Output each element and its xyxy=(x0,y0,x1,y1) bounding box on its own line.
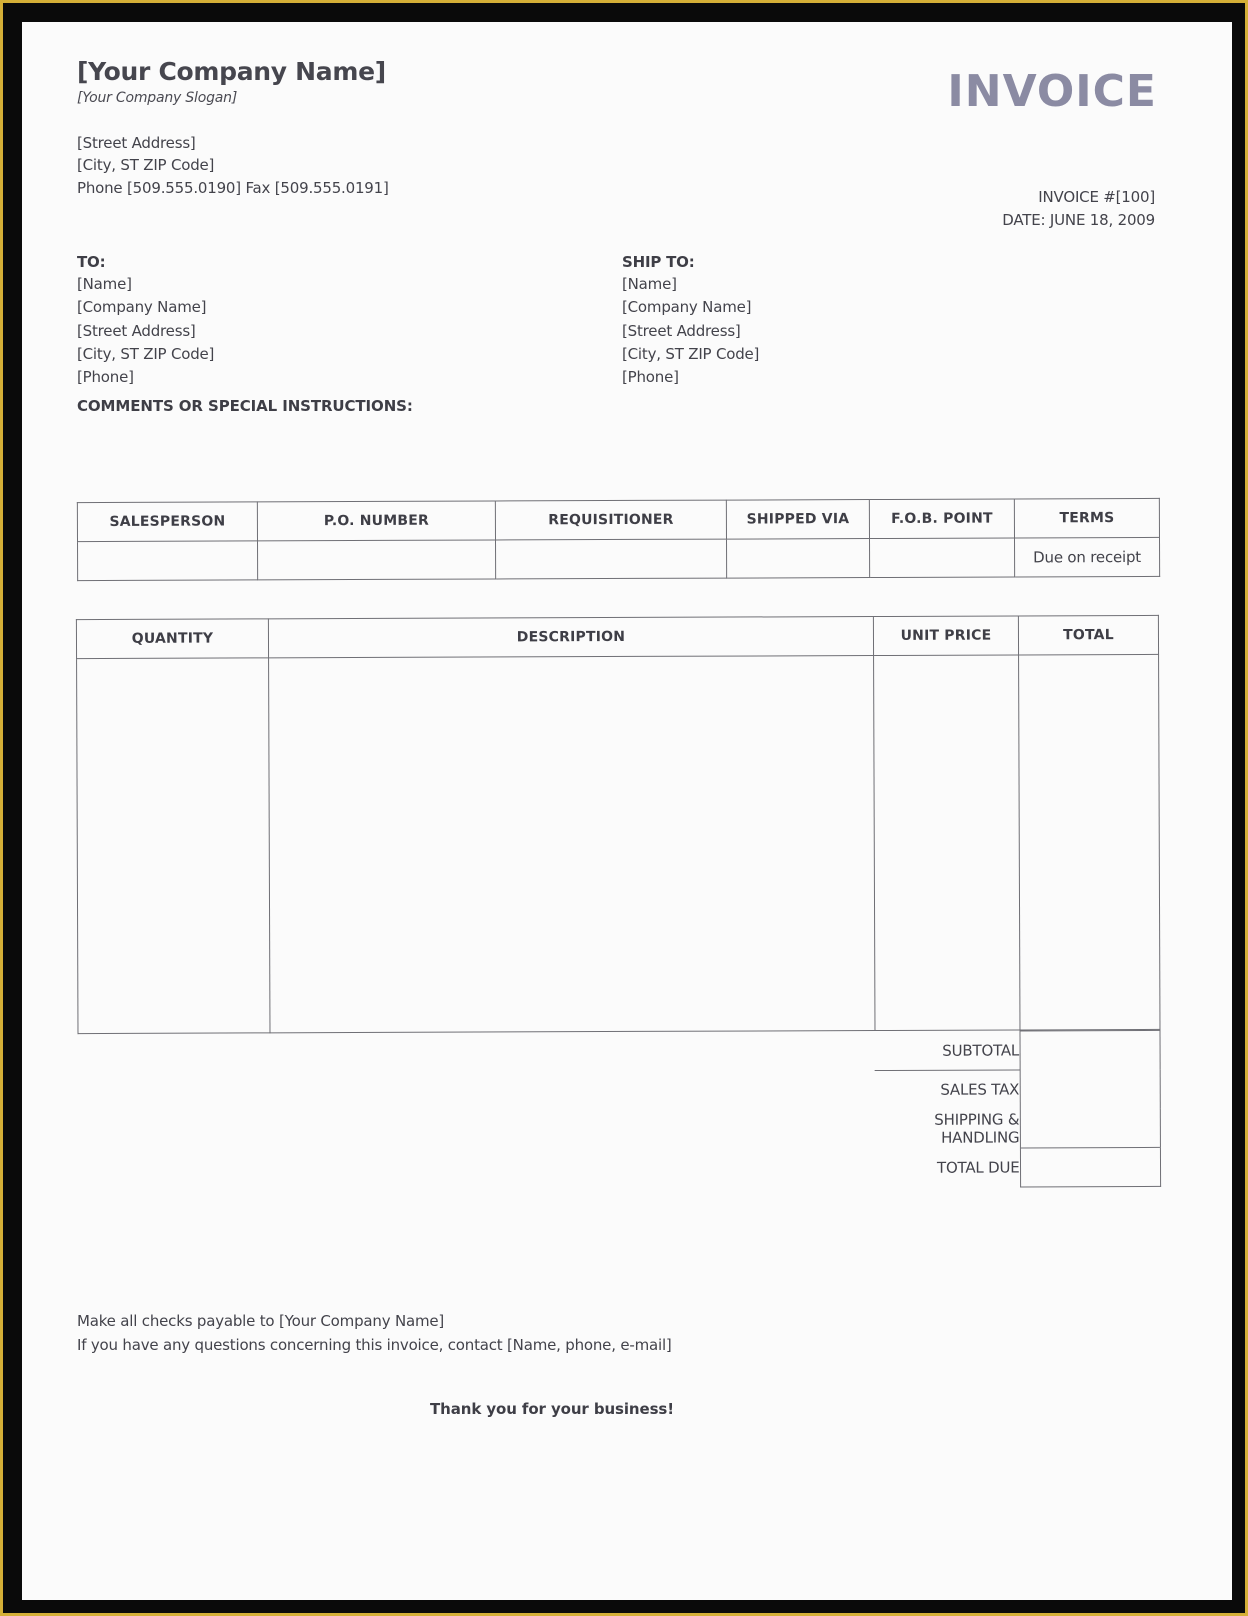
totals-table xyxy=(77,1030,1160,1191)
shipping-label: SHIPPING & HANDLING xyxy=(934,1110,1020,1147)
ship-to-city-state-zip: [City, ST ZIP Code] xyxy=(622,344,760,363)
questions-line: If you have any questions concerning this invoice, contact [Name, phone, e-mail] xyxy=(77,1336,672,1355)
company-name: [Your Company Name] xyxy=(77,57,386,86)
col-unit-price: UNIT PRICE xyxy=(873,616,1018,656)
bill-to-phone: [Phone] xyxy=(77,368,134,386)
ship-to-phone: [Phone] xyxy=(622,368,679,386)
address-section xyxy=(77,253,1157,403)
cell-total-area[interactable] xyxy=(1019,654,1160,1030)
invoice-date: DATE: JUNE 18, 2009 xyxy=(1002,211,1155,230)
cell-description-area[interactable] xyxy=(269,656,875,1033)
totals-spacer xyxy=(78,1110,875,1152)
line-items-table-wrapper xyxy=(76,615,1158,1191)
invoice-meta xyxy=(1002,186,1155,233)
company-address-block xyxy=(77,132,1157,200)
cell-terms[interactable]: Due on receipt xyxy=(1014,537,1159,577)
ship-to-block xyxy=(622,253,759,389)
line-items-header-row xyxy=(76,615,1158,658)
totals-spacer xyxy=(78,1032,875,1074)
bill-to-street: [Street Address] xyxy=(77,321,196,340)
subtotal-row xyxy=(78,1030,1160,1073)
bill-to-block xyxy=(77,253,214,389)
invoice-footer xyxy=(77,1309,1157,1358)
comments-title: COMMENTS OR SPECIAL INSTRUCTIONS: xyxy=(77,397,413,415)
bill-to-lines xyxy=(77,273,214,389)
col-shipped-via: SHIPPED VIA xyxy=(726,500,869,540)
company-street: [Street Address] xyxy=(77,133,196,152)
invoice-page xyxy=(22,22,1232,1600)
col-fob-point: F.O.B. POINT xyxy=(869,499,1014,539)
bill-to-name: [Name] xyxy=(77,275,132,293)
bill-to-city-state-zip: [City, ST ZIP Code] xyxy=(77,344,215,363)
cell-requisitioner[interactable] xyxy=(496,539,727,579)
page-title: INVOICE xyxy=(947,66,1157,117)
col-requisitioner: REQUISITIONER xyxy=(495,500,726,540)
cell-po-number[interactable] xyxy=(258,540,496,580)
shipping-value[interactable] xyxy=(1020,1108,1160,1148)
company-slogan: [Your Company Slogan] xyxy=(77,89,238,106)
subtotal-value[interactable] xyxy=(1019,1030,1159,1070)
cell-quantity-area[interactable] xyxy=(77,658,270,1034)
col-description: DESCRIPTION xyxy=(268,617,873,658)
ship-to-name: [Name] xyxy=(622,275,677,293)
cell-shipped-via[interactable] xyxy=(726,539,869,579)
ship-to-street: [Street Address] xyxy=(622,321,741,340)
shipping-row xyxy=(78,1108,1160,1151)
totals-spacer xyxy=(78,1071,875,1113)
totals-spacer xyxy=(78,1149,875,1191)
payable-line: Make all checks payable to [Your Company Name] xyxy=(77,1312,445,1330)
thank-you-line: Thank you for your business! xyxy=(430,1399,674,1418)
cell-salesperson[interactable] xyxy=(78,541,258,581)
ship-to-lines xyxy=(622,273,759,389)
total-due-label: TOTAL DUE xyxy=(936,1158,1020,1177)
invoice-header xyxy=(77,58,1157,238)
order-info-table-wrapper xyxy=(77,498,1157,581)
bill-to-company: [Company Name] xyxy=(77,298,207,317)
line-items-table xyxy=(76,615,1161,1034)
col-total: TOTAL xyxy=(1018,615,1158,655)
order-info-table xyxy=(77,498,1160,581)
company-phone-fax: Phone [509.555.0190] Fax [509.555.0191] xyxy=(77,179,389,198)
subtotal-label: SUBTOTAL xyxy=(874,1031,1019,1071)
col-quantity: QUANTITY xyxy=(76,619,268,659)
ship-to-title: SHIP TO: xyxy=(622,253,695,271)
ship-to-company: [Company Name] xyxy=(622,298,752,317)
col-salesperson: SALESPERSON xyxy=(77,502,257,542)
col-terms: TERMS xyxy=(1014,498,1159,538)
line-items-body-row xyxy=(77,654,1160,1033)
order-info-row xyxy=(78,537,1160,580)
bill-to-title: TO: xyxy=(77,253,106,271)
cell-unit-price-area[interactable] xyxy=(874,655,1020,1031)
sales-tax-row xyxy=(78,1069,1160,1112)
sales-tax-label: SALES TAX xyxy=(940,1080,1020,1100)
sales-tax-value[interactable] xyxy=(1020,1069,1160,1109)
order-info-header-row xyxy=(77,498,1159,541)
total-due-value[interactable] xyxy=(1020,1147,1160,1187)
cell-fob-point[interactable] xyxy=(869,538,1014,578)
col-po-number: P.O. NUMBER xyxy=(257,501,495,541)
total-due-row xyxy=(78,1147,1160,1190)
company-city-state-zip: [City, ST ZIP Code] xyxy=(77,156,215,175)
invoice-number: INVOICE #[100] xyxy=(1038,188,1155,206)
